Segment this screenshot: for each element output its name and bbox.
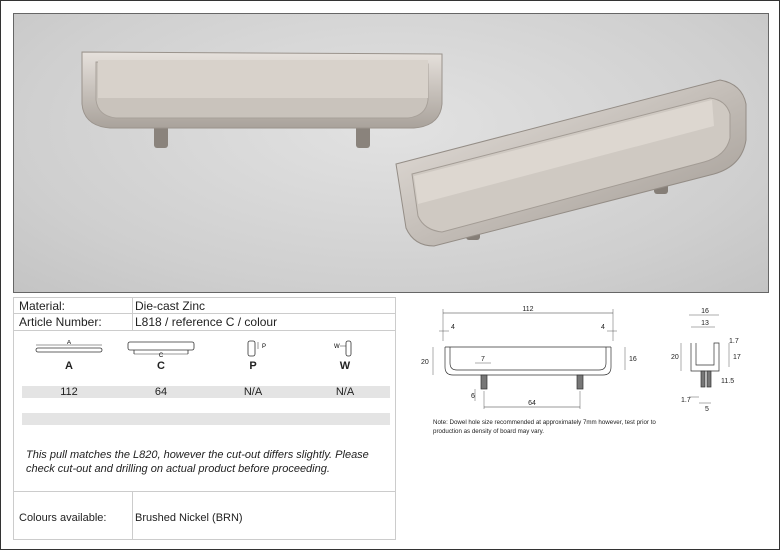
- material-label: Material:: [19, 299, 66, 313]
- column-header-p: P: [249, 360, 257, 372]
- side-view-drawing: [669, 303, 749, 415]
- value-w: N/A: [335, 386, 355, 398]
- dimension-w-icon-letter: W: [334, 344, 340, 350]
- dim-height-left: 20: [421, 359, 429, 366]
- handle-photo-illustration: [14, 14, 768, 292]
- column-header-c: C: [157, 360, 165, 372]
- dim-side-pin-dia: 5: [705, 406, 709, 413]
- dim-overall-length: 112: [522, 306, 534, 313]
- spec-divider-top: [132, 298, 133, 330]
- value-a: 112: [60, 386, 78, 398]
- empty-band: [22, 413, 390, 425]
- colours-value: Brushed Nickel (BRN): [135, 512, 243, 524]
- dimension-p-icon-letter: P: [262, 344, 267, 350]
- spec-divider-bottom: [132, 491, 133, 539]
- value-p: N/A: [243, 386, 263, 398]
- dim-side-pin-drop: 11.5: [721, 378, 735, 385]
- column-header-a: A: [65, 360, 73, 372]
- dim-side-wall: 1.7: [729, 338, 739, 345]
- product-photo: [13, 13, 769, 293]
- spec-row-divider: [14, 330, 395, 331]
- article-value: L818 / reference C / colour: [135, 315, 278, 329]
- handle-front: [396, 80, 746, 246]
- dim-side-height-left: 20: [671, 354, 679, 361]
- dim-right-inset: 4: [601, 324, 605, 331]
- article-label: Article Number:: [19, 315, 102, 329]
- dim-side-base-wall: 1.7: [681, 397, 691, 404]
- dim-hole-centres: 64: [528, 400, 536, 407]
- product-note: This pull matches the L820, however the cut-out differs slightly. Please check cut-out and drilling on actual product before proceeding.: [26, 449, 369, 475]
- dimension-c-icon-letter: C: [158, 353, 164, 358]
- spec-row-divider: [14, 313, 395, 314]
- dim-pin-spacing: 7: [481, 356, 485, 363]
- value-c: 64: [154, 386, 168, 398]
- colours-label: Colours available:: [19, 512, 107, 524]
- column-header-w: W: [339, 360, 351, 372]
- spec-row-divider: [14, 491, 395, 492]
- spec-table: [13, 297, 396, 540]
- drawing-note: Note: Dowel hole size recommended at approximately 7mm however, test prior to production as density of board may vary.: [433, 419, 656, 435]
- dim-left-inset: 4: [451, 324, 455, 331]
- dim-side-inner-width: 13: [701, 320, 709, 327]
- dim-side-height-right: 17: [733, 354, 741, 361]
- dim-side-width-top: 16: [701, 308, 709, 315]
- handle-back: [82, 52, 442, 148]
- dim-pin-height: 6: [471, 393, 475, 400]
- dimension-a-icon-letter: A: [66, 340, 72, 346]
- dim-height-right: 16: [629, 356, 637, 363]
- material-value: Die-cast Zinc: [135, 299, 206, 313]
- front-view-drawing: [413, 301, 653, 416]
